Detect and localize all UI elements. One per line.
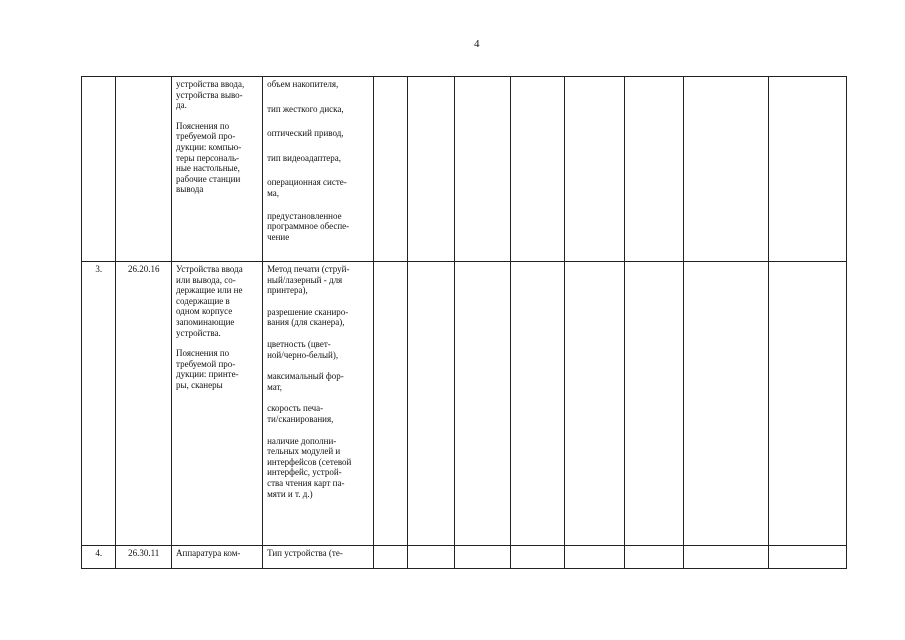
characteristic-item: предустановленное программное обеспе- чение — [267, 210, 350, 242]
characteristic-item: тип жесткого диска, — [267, 103, 344, 114]
row-characteristics-cell — [263, 77, 374, 262]
table-row — [82, 546, 847, 569]
requirements-table — [81, 76, 847, 569]
characteristic-item: тип видеоадаптера, — [267, 152, 341, 163]
characteristic-item: Тип устройства (те- — [267, 548, 343, 558]
row-index-cell — [82, 77, 116, 262]
characteristic-item: объем накопителя, — [267, 79, 339, 89]
name-paragraph: Пояснения по требуемой про- дукции: компью- теры персональ- ные настольные, рабочие станции вывода — [176, 120, 242, 195]
empty-cell — [683, 77, 768, 262]
empty-cell — [564, 546, 625, 569]
empty-cell — [510, 262, 564, 546]
empty-cell — [768, 262, 846, 546]
empty-cell — [455, 262, 511, 546]
empty-cell — [625, 262, 684, 546]
empty-cell — [625, 77, 684, 262]
empty-cell — [510, 77, 564, 262]
row-code-cell — [116, 77, 172, 262]
name-paragraph: устройства ввода, устройства выво- да. — [176, 79, 245, 111]
empty-cell — [407, 77, 455, 262]
empty-cell — [374, 262, 407, 546]
row-code-cell: 26.30.11 — [116, 546, 172, 569]
empty-cell — [683, 546, 768, 569]
characteristic-item: оптический привод, — [267, 128, 344, 139]
characteristic-item: максимальный фор- мат, — [267, 371, 344, 392]
empty-cell — [683, 262, 768, 546]
empty-cell — [407, 262, 455, 546]
characteristic-item: разрешение сканиро- вания (для сканера), — [267, 306, 349, 328]
row-code-cell: 26.20.16 — [116, 262, 172, 546]
row-characteristics-cell — [263, 262, 374, 546]
row-index-cell: 4. — [82, 546, 116, 569]
name-paragraph: Пояснения по требуемой про- дукции: принте- ры, сканеры — [176, 348, 239, 390]
name-paragraph: Устройства ввода или вывода, со- держащие или не содержащие в одном корпусе запоминающие устройства. — [176, 264, 243, 338]
empty-cell — [455, 546, 511, 569]
characteristic-item: скорость печа- ти/сканирования, — [267, 403, 334, 424]
empty-cell — [374, 77, 407, 262]
empty-cell — [768, 546, 846, 569]
characteristic-item: Метод печати (струй- ный/лазерный - для принтера), — [267, 264, 350, 296]
empty-cell — [768, 77, 846, 262]
characteristic-item: операционная систе- ма, — [267, 177, 347, 198]
page-number: 4 — [474, 38, 480, 50]
table-row — [82, 77, 847, 262]
name-paragraph: Аппаратура ком- — [176, 548, 241, 558]
row-name-cell — [172, 77, 263, 262]
characteristic-item: цветность (цвет- ной/черно-белый), — [267, 338, 339, 360]
empty-cell — [510, 546, 564, 569]
row-index-cell: 3. — [82, 262, 116, 546]
row-name-cell — [172, 546, 263, 569]
row-characteristics-cell — [263, 546, 374, 569]
empty-cell — [407, 546, 455, 569]
empty-cell — [564, 262, 625, 546]
characteristic-item: наличие дополни- тельных модулей и интерфейсов (сетевой интерфейс, устрой- ства чтения карт па- мяти и т. д.) — [267, 435, 352, 499]
row-name-cell — [172, 262, 263, 546]
empty-cell — [455, 77, 511, 262]
table-row — [82, 262, 847, 546]
empty-cell — [374, 546, 407, 569]
empty-cell — [625, 546, 684, 569]
empty-cell — [564, 77, 625, 262]
